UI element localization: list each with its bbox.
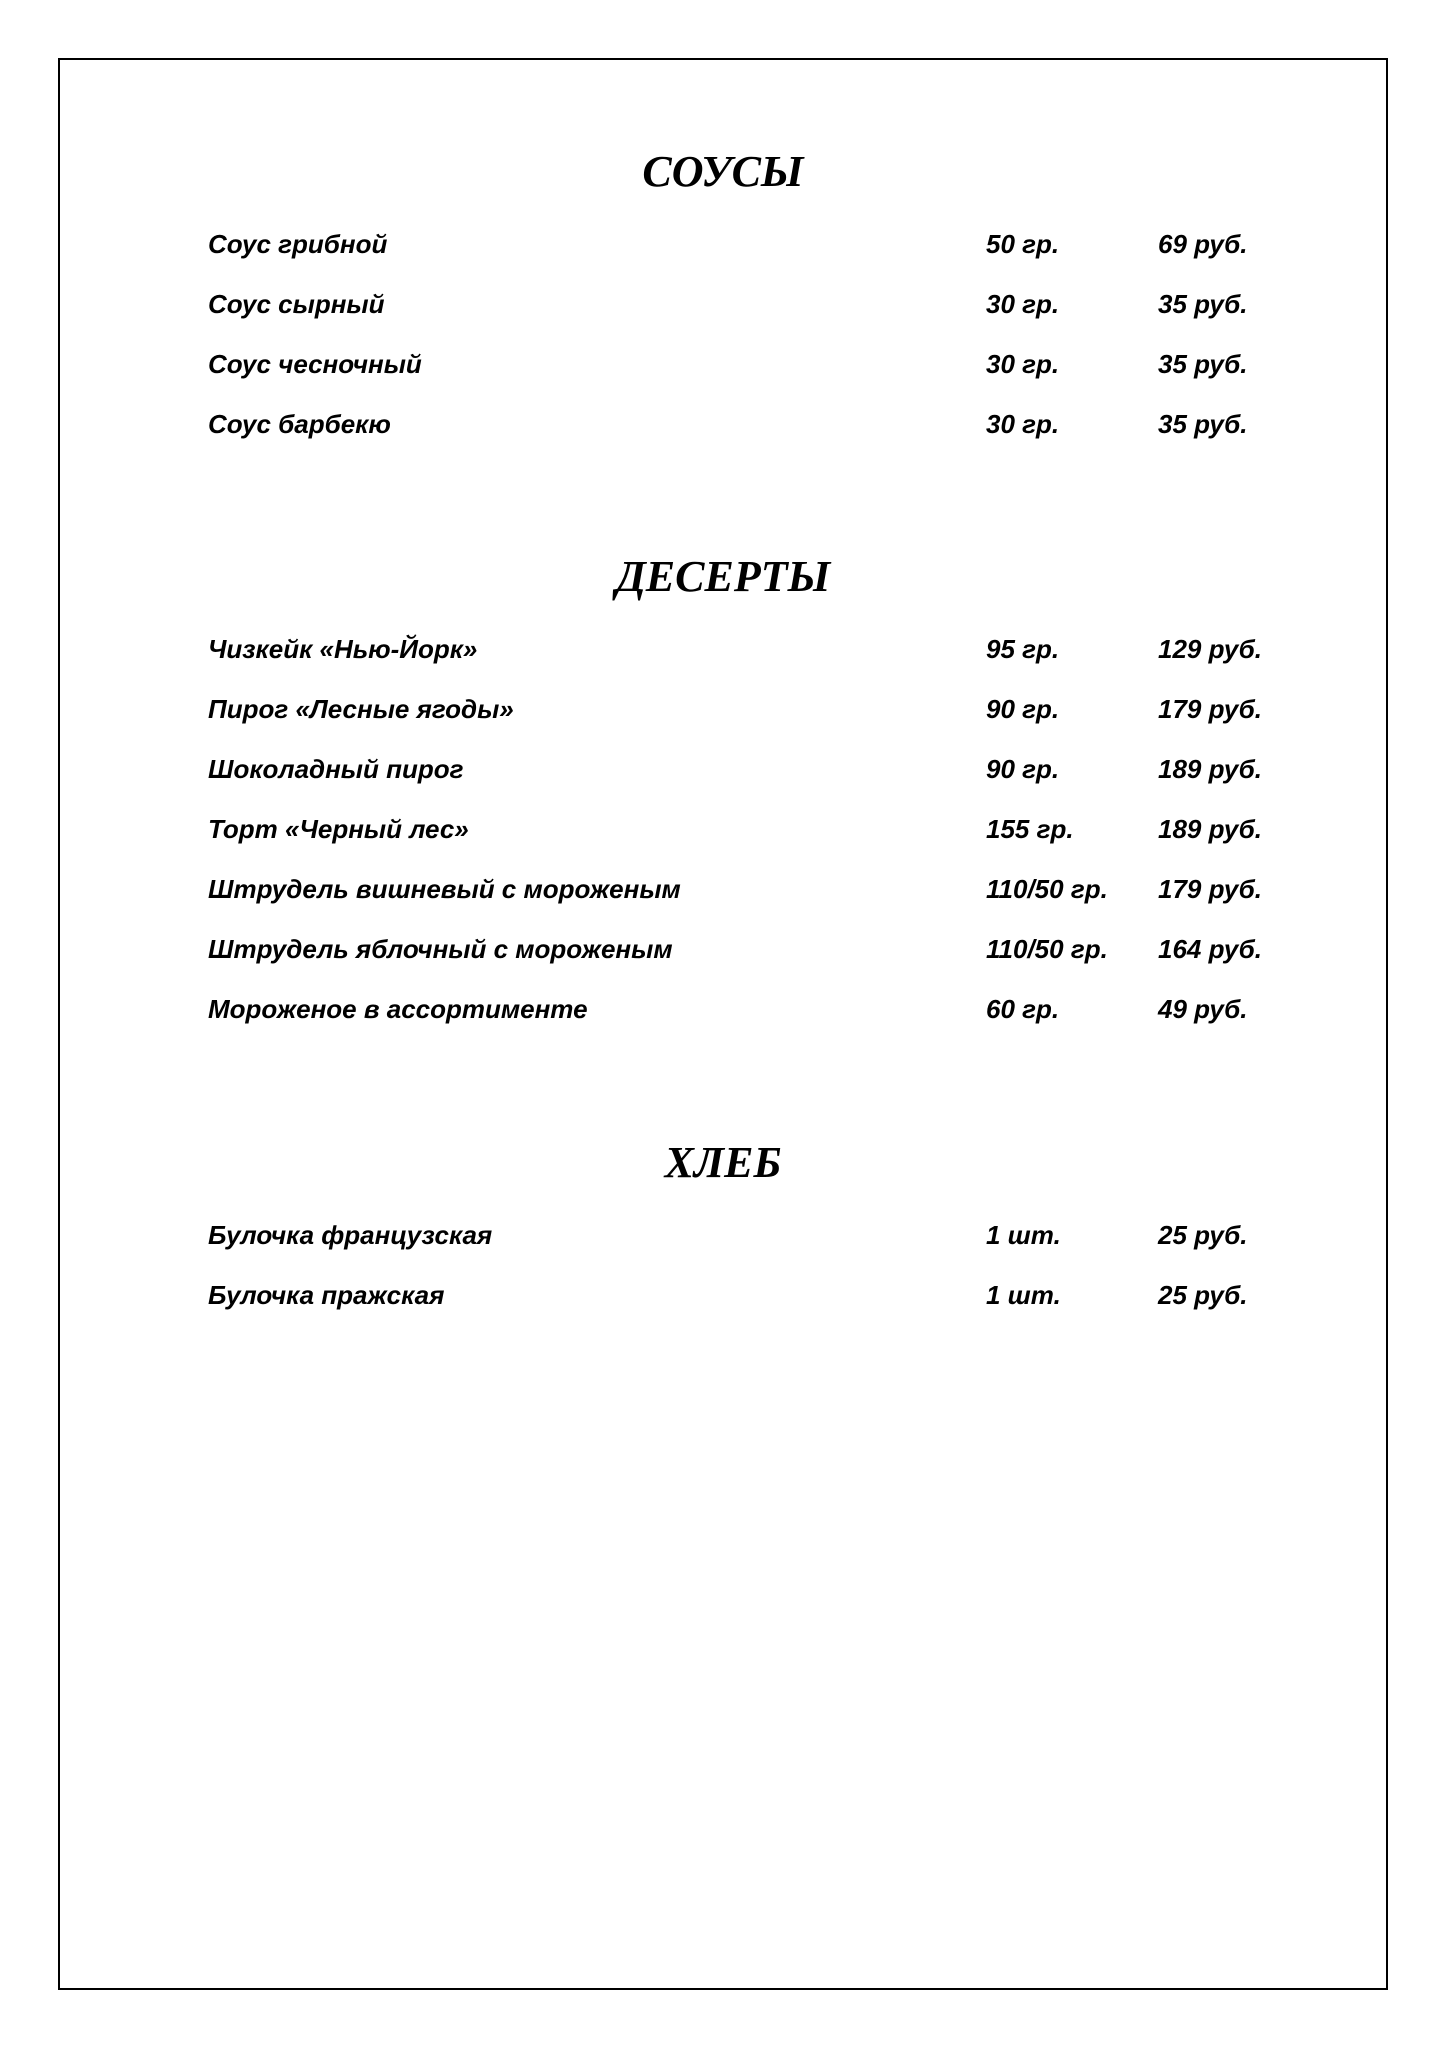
item-weight: 155 гр. — [986, 814, 1074, 844]
item-weight: 1 шт. — [986, 1220, 1061, 1250]
menu-item — [60, 274, 1386, 334]
menu-items — [60, 619, 1386, 1039]
item-price: 35 руб. — [1158, 289, 1248, 319]
item-name: Соус грибной — [208, 229, 388, 259]
menu-item — [60, 919, 1386, 979]
section-title: СОУСЫ — [642, 147, 804, 196]
section-title: ДЕСЕРТЫ — [615, 552, 831, 601]
section-sauces — [60, 144, 1386, 454]
item-weight: 30 гр. — [986, 409, 1060, 439]
item-price: 49 руб. — [1158, 994, 1248, 1024]
item-price: 129 руб. — [1158, 634, 1262, 664]
menu-page-frame — [58, 58, 1388, 1990]
item-name: Соус чесночный — [208, 349, 422, 379]
item-weight: 50 гр. — [986, 229, 1060, 259]
item-price: 25 руб. — [1158, 1220, 1248, 1250]
item-price: 164 руб. — [1158, 934, 1262, 964]
item-price: 179 руб. — [1158, 694, 1262, 724]
item-name: Пирог «Лесные ягоды» — [208, 694, 514, 724]
item-price: 25 руб. — [1158, 1280, 1248, 1310]
menu-item — [60, 679, 1386, 739]
item-name: Чизкейк «Нью-Йорк» — [208, 634, 478, 664]
item-weight: 90 гр. — [986, 754, 1060, 784]
menu-item — [60, 214, 1386, 274]
menu-item — [60, 859, 1386, 919]
item-name: Штрудель вишневый с мороженым — [208, 874, 681, 904]
item-weight: 1 шт. — [986, 1280, 1061, 1310]
item-price: 189 руб. — [1158, 814, 1262, 844]
menu-item — [60, 334, 1386, 394]
item-name: Торт «Черный лес» — [208, 814, 469, 844]
item-name: Мороженое в ассортименте — [208, 994, 588, 1024]
item-name: Булочка французская — [208, 1220, 493, 1250]
menu-item — [60, 979, 1386, 1039]
item-name: Булочка пражская — [208, 1280, 445, 1310]
menu-item — [60, 1265, 1386, 1325]
item-price: 35 руб. — [1158, 349, 1248, 379]
item-weight: 60 гр. — [986, 994, 1060, 1024]
menu-item — [60, 799, 1386, 859]
item-weight: 30 гр. — [986, 289, 1060, 319]
item-weight: 110/50 гр. — [986, 934, 1108, 964]
item-name: Соус сырный — [208, 289, 385, 319]
item-price: 189 руб. — [1158, 754, 1262, 784]
item-weight: 90 гр. — [986, 694, 1060, 724]
menu-item — [60, 739, 1386, 799]
item-weight: 30 гр. — [986, 349, 1060, 379]
menu-item — [60, 1205, 1386, 1265]
menu-item — [60, 394, 1386, 454]
section-desserts — [60, 549, 1386, 1039]
menu-items — [60, 1205, 1386, 1325]
menu-items — [60, 214, 1386, 454]
menu-item — [60, 619, 1386, 679]
item-name: Штрудель яблочный с мороженым — [208, 934, 673, 964]
item-price: 69 руб. — [1158, 229, 1248, 259]
item-weight: 110/50 гр. — [986, 874, 1108, 904]
item-name: Шоколадный пирог — [208, 754, 464, 784]
item-name: Соус барбекю — [208, 409, 391, 439]
section-bread — [60, 1135, 1386, 1325]
item-price: 179 руб. — [1158, 874, 1262, 904]
item-price: 35 руб. — [1158, 409, 1248, 439]
item-weight: 95 гр. — [986, 634, 1060, 664]
section-title: ХЛЕБ — [664, 1138, 782, 1187]
